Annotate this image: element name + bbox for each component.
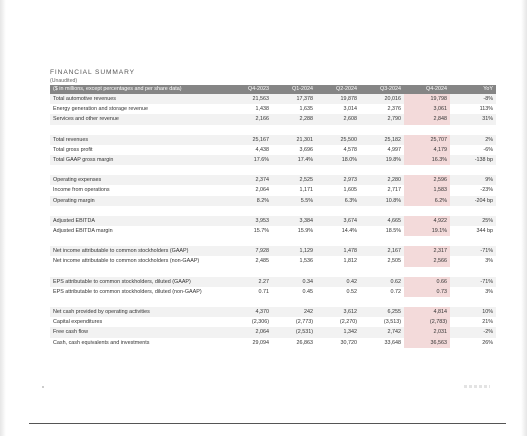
- value-cell: 18.5%: [385, 228, 401, 235]
- value-cell: -138 bp: [474, 157, 493, 164]
- value-cell: -6%: [483, 146, 493, 153]
- value-cell: 31%: [482, 116, 493, 123]
- table-row: [50, 317, 496, 327]
- row-label: Operating expenses: [53, 177, 102, 184]
- value-cell: 21%: [482, 319, 493, 326]
- value-cell: (2,773): [295, 319, 313, 326]
- highlighted-value-cell: 1,583: [404, 185, 450, 195]
- value-cell: 2.27: [258, 278, 269, 285]
- value-cell: 4,578: [343, 146, 357, 153]
- page-marker: [42, 386, 44, 388]
- table-spacer-row: [50, 236, 496, 246]
- row-label: Adjusted EBITDA margin: [53, 228, 113, 235]
- highlighted-value-cell: 19,798: [404, 94, 450, 104]
- highlighted-value-cell: 0.73: [404, 287, 450, 297]
- value-cell: 4,438: [255, 146, 269, 153]
- bottom-rule: [29, 423, 506, 424]
- value-cell: 4,997: [387, 146, 401, 153]
- table-spacer-row: [50, 297, 496, 307]
- value-cell: 1,812: [343, 258, 357, 265]
- value-cell: 1,129: [299, 248, 313, 255]
- table-row: [50, 277, 496, 287]
- value-cell: 33,648: [384, 339, 401, 346]
- highlighted-value-cell: (2,783): [404, 317, 450, 327]
- row-label: Capital expenditures: [53, 319, 103, 326]
- value-cell: 2,485: [255, 258, 269, 265]
- value-cell: 18.0%: [341, 157, 357, 164]
- table-row: [50, 246, 496, 256]
- value-cell: 3,384: [299, 217, 313, 224]
- highlighted-value-cell: 2,031: [404, 327, 450, 337]
- table-row: [50, 327, 496, 337]
- value-cell: 2,167: [387, 248, 401, 255]
- value-cell: 0.62: [390, 278, 401, 285]
- value-cell: 6,255: [387, 309, 401, 316]
- value-cell: (2,306): [251, 319, 269, 326]
- header-column-cell: YoY: [483, 86, 493, 92]
- value-cell: 10.8%: [385, 197, 401, 204]
- financial-summary-table: [50, 85, 496, 348]
- value-cell: 113%: [479, 106, 493, 113]
- value-cell: 19.8%: [385, 157, 401, 164]
- value-cell: 6.3%: [344, 197, 357, 204]
- spacer-cell: [50, 236, 496, 246]
- value-cell: -8%: [483, 96, 493, 102]
- page-footer-mark: [464, 385, 490, 388]
- value-cell: (2,531): [295, 329, 313, 336]
- table-row: [50, 256, 496, 266]
- table-row: [50, 307, 496, 317]
- value-cell: 15.9%: [297, 228, 313, 235]
- row-label: Energy generation and storage revenue: [53, 106, 149, 113]
- table-spacer-row: [50, 206, 496, 216]
- table-row: [50, 145, 496, 155]
- value-cell: 1,438: [255, 106, 269, 113]
- value-cell: 30,720: [340, 339, 357, 346]
- row-label: Free cash flow: [53, 329, 89, 336]
- value-cell: 0.45: [302, 288, 313, 295]
- value-cell: 10%: [482, 309, 493, 316]
- value-cell: 1,478: [343, 248, 357, 255]
- row-label: Net income attributable to common stockholders (non-GAAP): [53, 258, 200, 265]
- row-label: EPS attributable to common stockholders, diluted (GAAP): [53, 278, 191, 285]
- value-cell: -2%: [483, 329, 493, 336]
- row-label: Total gross profit: [53, 146, 93, 153]
- row-label: Total revenues: [53, 136, 89, 143]
- table-row: [50, 94, 496, 104]
- value-cell: (2,270): [339, 319, 357, 326]
- value-cell: 2,717: [387, 187, 401, 194]
- highlighted-value-cell: 2,566: [404, 256, 450, 266]
- value-cell: 5.5%: [300, 197, 313, 204]
- value-cell: 14.4%: [341, 228, 357, 235]
- value-cell: 1,536: [299, 258, 313, 265]
- value-cell: 2,166: [255, 116, 269, 123]
- highlighted-value-cell: 3,061: [404, 104, 450, 114]
- row-label: Cash, cash equivalents and investments: [53, 339, 150, 346]
- document-subtitle: (Unaudited): [50, 78, 78, 84]
- value-cell: 3,014: [343, 106, 357, 113]
- table-spacer-row: [50, 125, 496, 135]
- highlighted-value-cell: 4,922: [404, 216, 450, 226]
- table-row: [50, 338, 496, 348]
- value-cell: 0.34: [302, 278, 313, 285]
- value-cell: 25,500: [340, 136, 357, 143]
- row-label: Total GAAP gross margin: [53, 157, 114, 164]
- table-row: [50, 216, 496, 226]
- row-label: Total automotive revenues: [53, 96, 116, 102]
- value-cell: 2,505: [387, 258, 401, 265]
- value-cell: 0.72: [390, 288, 401, 295]
- header-label-cell: ($ in millions, except percentages and per share data): [53, 86, 182, 92]
- page-shadow-left: [0, 0, 6, 436]
- value-cell: 2,288: [299, 116, 313, 123]
- value-cell: 25,182: [384, 136, 401, 143]
- value-cell: 17.4%: [297, 157, 313, 164]
- value-cell: 2,973: [343, 177, 357, 184]
- highlighted-value-cell: 4,179: [404, 145, 450, 155]
- value-cell: 2,608: [343, 116, 357, 123]
- table-row: [50, 104, 496, 114]
- highlighted-value-cell: 25,707: [404, 135, 450, 145]
- table-row: [50, 196, 496, 206]
- row-label: EPS attributable to common stockholders, diluted (non-GAAP): [53, 288, 202, 295]
- table-header-row: [50, 85, 496, 94]
- spacer-cell: [50, 165, 496, 175]
- value-cell: 1,635: [299, 106, 313, 113]
- highlighted-value-cell: 6.2%: [404, 196, 450, 206]
- value-cell: 1,171: [299, 187, 313, 194]
- value-cell: 17,378: [296, 96, 313, 102]
- value-cell: 3,696: [299, 146, 313, 153]
- value-cell: 3%: [485, 258, 493, 265]
- highlighted-value-cell: 0.66: [404, 277, 450, 287]
- header-column-cell: Q4-2024: [426, 86, 447, 92]
- value-cell: 25,167: [252, 136, 269, 143]
- table-row: [50, 135, 496, 145]
- value-cell: 17.6%: [253, 157, 269, 164]
- value-cell: (3,513): [383, 319, 401, 326]
- highlighted-value-cell: 4,814: [404, 307, 450, 317]
- value-cell: 2%: [485, 136, 493, 143]
- value-cell: 26,863: [296, 339, 313, 346]
- table-row: [50, 114, 496, 124]
- value-cell: 25%: [482, 217, 493, 224]
- row-label: Operating margin: [53, 197, 95, 204]
- value-cell: 2,376: [387, 106, 401, 113]
- value-cell: 4,665: [387, 217, 401, 224]
- value-cell: 3%: [485, 288, 493, 295]
- table-row: [50, 287, 496, 297]
- table-body: [50, 94, 496, 348]
- value-cell: 21,563: [252, 96, 269, 102]
- highlighted-value-cell: 36,563: [404, 338, 450, 348]
- spacer-cell: [50, 267, 496, 277]
- highlighted-value-cell: 16.3%: [404, 155, 450, 165]
- row-label: Adjusted EBITDA: [53, 217, 95, 224]
- spacer-cell: [50, 125, 496, 135]
- value-cell: -71%: [480, 278, 493, 285]
- value-cell: 2,790: [387, 116, 401, 123]
- table-row: [50, 185, 496, 195]
- table-spacer-row: [50, 267, 496, 277]
- value-cell: 2,742: [387, 329, 401, 336]
- highlighted-value-cell: 19.1%: [404, 226, 450, 236]
- row-label: Net cash provided by operating activities: [53, 309, 150, 316]
- value-cell: 242: [304, 309, 313, 316]
- document-page: [50, 68, 496, 348]
- highlighted-value-cell: 2,317: [404, 246, 450, 256]
- document-title: FINANCIAL SUMMARY: [50, 69, 135, 76]
- table-row: [50, 226, 496, 236]
- value-cell: 2,374: [255, 177, 269, 184]
- value-cell: 0.52: [346, 288, 357, 295]
- value-cell: 3,674: [343, 217, 357, 224]
- table-spacer-row: [50, 165, 496, 175]
- value-cell: 0.42: [346, 278, 357, 285]
- spacer-cell: [50, 297, 496, 307]
- spacer-cell: [50, 206, 496, 216]
- value-cell: 2,064: [255, 187, 269, 194]
- value-cell: 1,342: [343, 329, 357, 336]
- header-column-cell: Q2-2024: [336, 86, 357, 92]
- value-cell: 19,878: [340, 96, 357, 102]
- value-cell: 3,612: [343, 309, 357, 316]
- header-column-cell: Q3-2024: [380, 86, 401, 92]
- highlighted-value-cell: 2,848: [404, 114, 450, 124]
- value-cell: 20,016: [384, 96, 401, 102]
- value-cell: 4,370: [255, 309, 269, 316]
- value-cell: 26%: [482, 339, 493, 346]
- value-cell: 2,064: [255, 329, 269, 336]
- value-cell: -204 bp: [474, 197, 493, 204]
- table-row: [50, 155, 496, 165]
- row-label: Net income attributable to common stockholders (GAAP): [53, 248, 189, 255]
- highlighted-value-cell: 2,596: [404, 175, 450, 185]
- value-cell: 29,094: [252, 339, 269, 346]
- value-cell: 21,301: [296, 136, 313, 143]
- value-cell: 1,605: [343, 187, 357, 194]
- value-cell: -23%: [480, 187, 493, 194]
- value-cell: 2,280: [387, 177, 401, 184]
- value-cell: 8.2%: [256, 197, 269, 204]
- value-cell: 15.7%: [253, 228, 269, 235]
- value-cell: 3,953: [255, 217, 269, 224]
- row-label: Income from operations: [53, 187, 110, 194]
- row-label: Services and other revenue: [53, 116, 119, 123]
- header-column-cell: Q1-2024: [292, 86, 313, 92]
- value-cell: 0.71: [258, 288, 269, 295]
- value-cell: 344 bp: [476, 228, 493, 235]
- value-cell: 2,525: [299, 177, 313, 184]
- header-column-cell: Q4-2023: [248, 86, 269, 92]
- value-cell: 9%: [485, 177, 493, 184]
- page-shadow-right: [521, 0, 527, 436]
- value-cell: 7,928: [255, 248, 269, 255]
- value-cell: -71%: [480, 248, 493, 255]
- table-row: [50, 175, 496, 185]
